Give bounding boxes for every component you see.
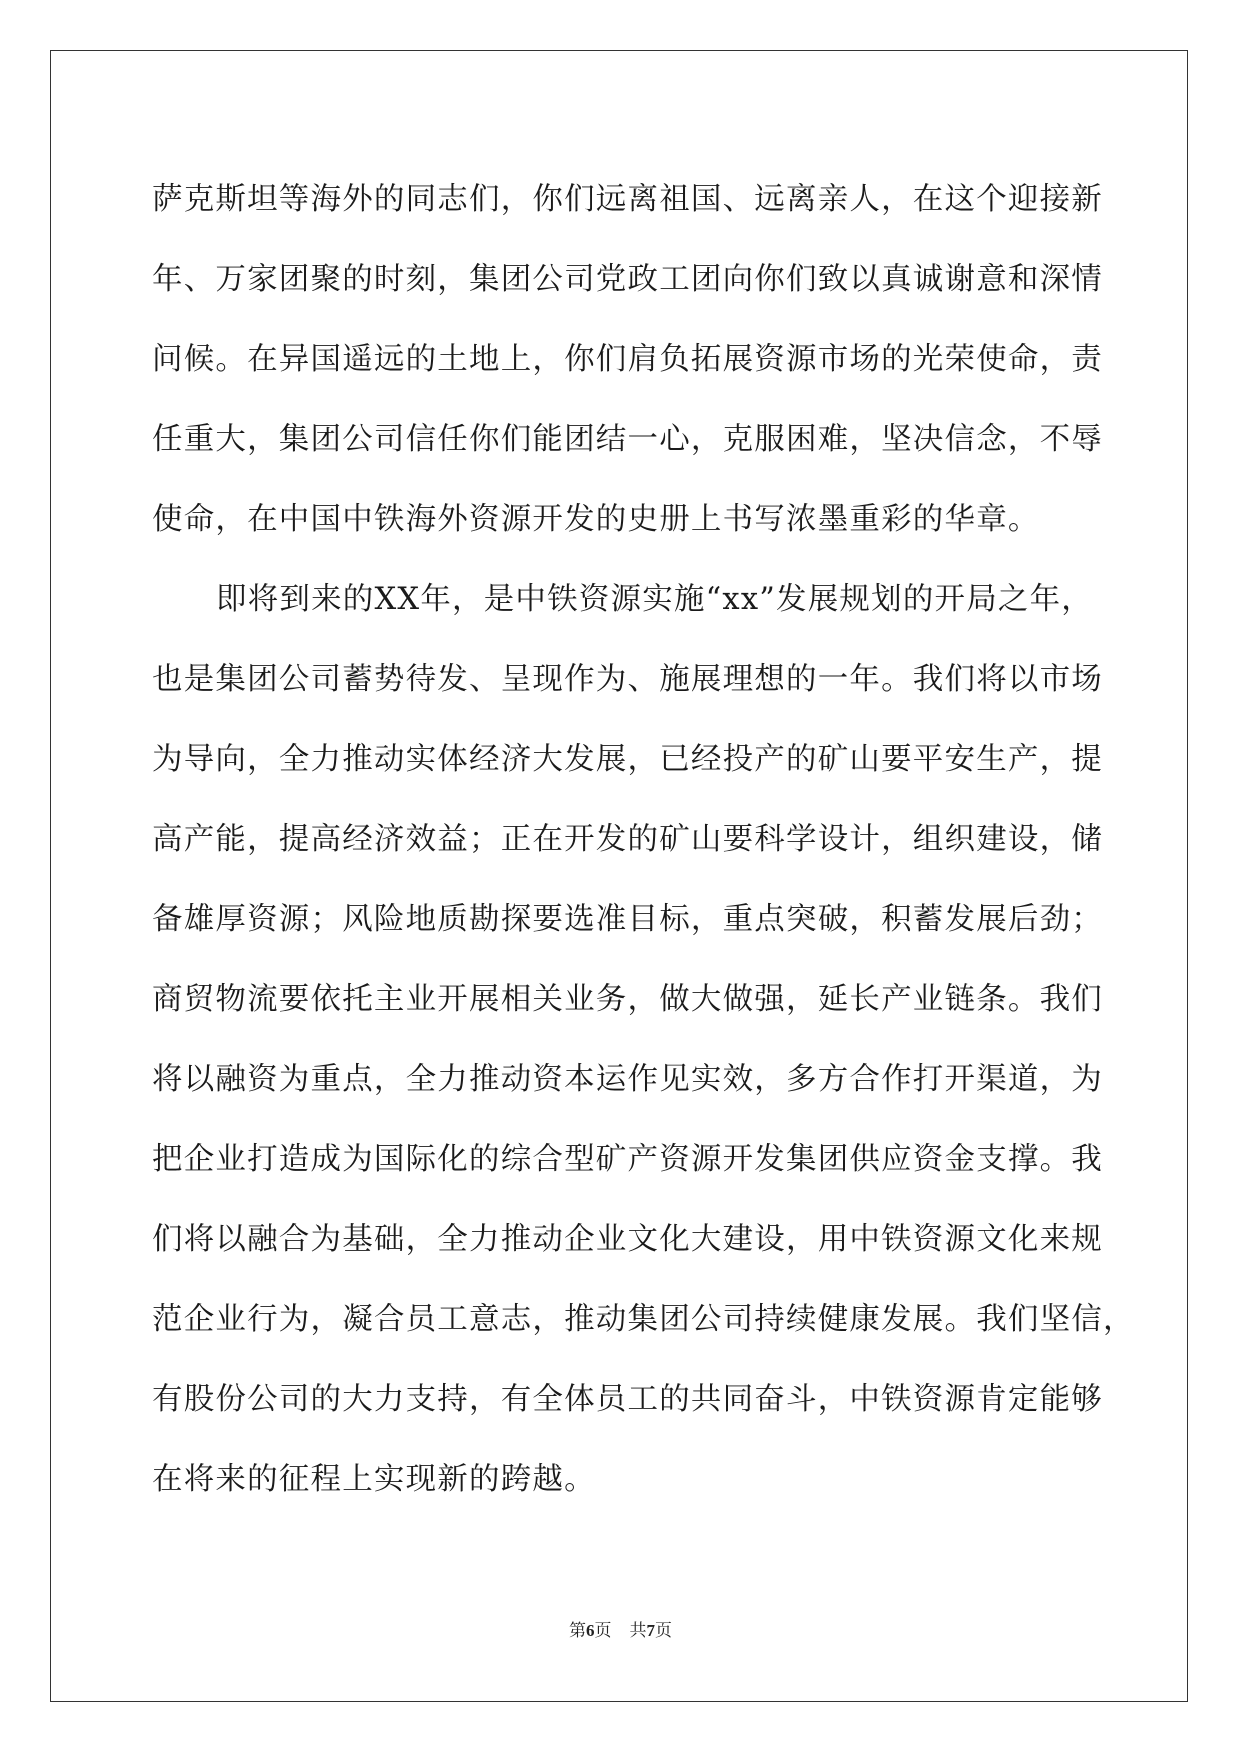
page-footer: [0, 1619, 1241, 1643]
page-suffix: 页: [594, 1621, 612, 1640]
paragraph-first-line: 即将到来的XX年，是中铁资源实施“xx”发展规划的开局之年，: [216, 582, 1094, 617]
text-line: 有股份公司的大力支持，有全体员工的共同奋斗，中铁资源肯定能够: [152, 1382, 1103, 1417]
page-number: 6: [586, 1621, 595, 1640]
text-line: 范企业行为，凝合员工意志，推动集团公司持续健康发展。我们坚信，: [152, 1302, 1135, 1337]
text-line: 使命，在中国中铁海外资源开发的史册上书写浓墨重彩的华章。: [152, 502, 1040, 537]
text-line: 萨克斯坦等海外的同志们，你们远离祖国、远离亲人，在这个迎接新: [152, 182, 1103, 217]
text-line: 们将以融合为基础，全力推动企业文化大建设，用中铁资源文化来规: [152, 1222, 1103, 1257]
document-body: [152, 160, 1135, 1520]
text-line: 将以融资为重点，全力推动资本运作见实效，多方合作打开渠道，为: [152, 1062, 1103, 1097]
text-line: 把企业打造成为国际化的综合型矿产资源开发集团供应资金支撑。我: [152, 1142, 1103, 1177]
text-line: 商贸物流要依托主业开展相关业务，做大做强，延长产业链条。我们: [152, 982, 1103, 1017]
text-line: 年、万家团聚的时刻，集团公司党政工团向你们致以真诚谢意和深情: [152, 262, 1103, 297]
total-suffix: 页: [655, 1621, 672, 1640]
text-line: 为导向，全力推动实体经济大发展，已经投产的矿山要平安生产，提: [152, 742, 1103, 777]
page-prefix: 第: [569, 1621, 586, 1640]
text-line: 高产能，提高经济效益；正在开发的矿山要科学设计，组织建设，储: [152, 822, 1103, 857]
text-line: 在将来的征程上实现新的跨越。: [152, 1462, 596, 1497]
text-line: 也是集团公司蓄势待发、呈现作为、施展理想的一年。我们将以市场: [152, 662, 1103, 697]
text-line: 任重大，集团公司信任你们能团结一心，克服困难，坚决信念，不辱: [152, 422, 1103, 457]
text-line: 问候。在异国遥远的土地上，你们肩负拓展资源市场的光荣使命，责: [152, 342, 1103, 377]
total-pages: 7: [646, 1621, 655, 1640]
text-line: 备雄厚资源；风险地质勘探要选准目标，重点突破，积蓄发展后劲；: [152, 902, 1103, 937]
total-prefix: 共: [629, 1621, 647, 1640]
